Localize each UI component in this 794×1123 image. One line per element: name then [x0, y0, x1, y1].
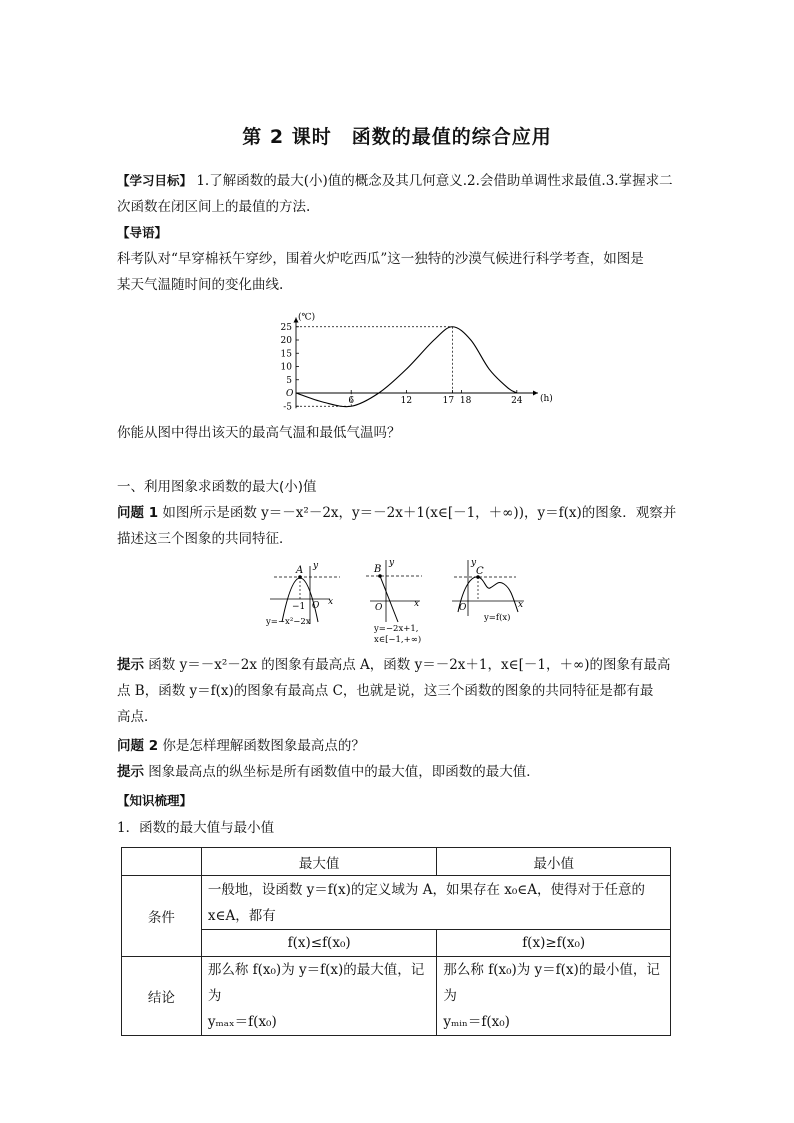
page-title: 第 2 课时 函数的最值的综合应用	[242, 126, 552, 148]
section-heading: 一、利用图象求函数的最大(小)值	[117, 479, 317, 495]
y-tick-label: 5	[286, 375, 292, 386]
row-label-conclusion: 结论	[122, 957, 202, 1036]
hint-2	[117, 759, 683, 785]
g3-curve	[458, 577, 518, 612]
g2-origin: O	[375, 603, 383, 613]
g2-x-label: x	[414, 599, 420, 609]
g3-y-label: y	[471, 558, 477, 568]
x-tick-label: 6	[348, 396, 355, 406]
intro-line1: 科考队对“早穿棉袄午穿纱，围着火炉吃西瓜”这一独特的沙漠气候进行科学考查，如图是	[117, 251, 644, 267]
graph-general	[452, 558, 524, 623]
cond-min: f(x)≥f(x₀)	[437, 930, 671, 957]
goal-label: 【学习目标】	[117, 173, 193, 188]
table-row	[122, 876, 671, 930]
g3-caption: y=f(x)	[484, 613, 511, 623]
g1-point-label: A	[296, 565, 304, 576]
question-1	[117, 500, 683, 552]
item-1: 1．函数的最大值与最小值	[117, 820, 275, 836]
header-min: 最小值	[437, 848, 671, 876]
concl-min-line2: yₘᵢₙ＝f(x₀)	[443, 1014, 510, 1030]
g3-x-label: x	[518, 600, 524, 610]
g3-point-label: C	[476, 566, 484, 577]
header-max: 最大值	[201, 848, 437, 876]
y-tick-label: 10	[280, 362, 292, 373]
g1-x-label: x	[328, 597, 334, 607]
y-tick-label: -5	[283, 402, 292, 413]
hint1-label: 提示	[117, 657, 144, 673]
knowledge-label: 【知识梳理】	[117, 793, 193, 808]
x-tick-label: 12	[400, 396, 413, 406]
table-corner	[122, 848, 202, 876]
graph-line	[366, 558, 422, 645]
graph-parabola	[265, 561, 340, 627]
q1-line1: 如图所示是函数 y＝－x²－2x，y＝－2x＋1(x∈[－1，＋∞))，y＝f(x)的图象．观察并	[162, 505, 677, 521]
g2-point-label: B	[374, 564, 382, 575]
g2-caption-2: x∈[−1,+∞)	[374, 635, 422, 645]
temperature-curve	[296, 327, 517, 407]
hint1-line1: 函数 y＝－x²－2x 的图象有最高点 A，函数 y＝－2x＋1，x∈[－1，＋∞)的图象有最高	[148, 657, 671, 673]
intro-label: 【导语】	[117, 225, 168, 240]
q2-text: 你是怎样理解函数图象最高点的？	[162, 738, 365, 754]
q1-label: 问题 1	[117, 505, 159, 521]
hint1-line2: 点 B，函数 y＝f(x)的图象有最高点 C，也就是说，这三个函数的图象的共同特征是都有最	[117, 683, 654, 699]
y-tick-label: 15	[280, 349, 292, 360]
max-min-table	[121, 847, 671, 1036]
cond-line1: 一般地，设函数 y＝f(x)的定义域为 A，如果存在 x₀∈A，使得对于任意的	[207, 881, 646, 898]
y-tick-label: 25	[280, 322, 292, 333]
chart-plot	[281, 311, 553, 412]
row-label-condition: 条件	[122, 876, 202, 957]
q2-label: 问题 2	[117, 738, 159, 754]
goal-line2: 次函数在闭区间上的最值的方法.	[117, 199, 311, 215]
g3-origin: O	[459, 603, 467, 613]
x-axis-arrow	[533, 391, 538, 396]
concl-min-line1: 那么称 f(x₀)为 y＝f(x)的最小值，记为	[443, 962, 660, 1004]
cond-max: f(x)≤f(x₀)	[201, 930, 437, 957]
intro-line2: 某天气温随时间的变化曲线.	[117, 277, 284, 293]
temperature-chart	[262, 306, 553, 413]
conclusion-max	[201, 957, 437, 1036]
g2-y-label: y	[389, 558, 395, 568]
question-2	[117, 733, 683, 759]
hint-1	[117, 652, 683, 730]
g2-caption-1: y=−2x+1,	[374, 624, 419, 634]
g1-caption: y=−x²−2x	[266, 617, 311, 627]
x-tick-label: 18	[459, 396, 472, 406]
table-row	[122, 957, 671, 1036]
goal-line1: 1.了解函数的最大(小)值的概念及其几何意义.2.会借助单调性求最值.3.掌握求二	[196, 173, 673, 189]
y-tick-label: 20	[280, 336, 292, 346]
condition-text	[201, 876, 670, 930]
g1-y-label: y	[313, 561, 319, 571]
cond-line2: x∈A，都有	[207, 907, 276, 924]
intro-question: 你能从图中得出该天的最高气温和最低气温吗？	[117, 425, 401, 441]
hint2-text: 图象最高点的纵坐标是所有函数值中的最大值，即函数的最大值．	[148, 764, 540, 780]
function-graphs	[262, 554, 532, 646]
g1-curve	[282, 578, 318, 622]
intro-block	[117, 220, 683, 298]
g1-tick: −1	[292, 602, 306, 612]
table-header-row	[122, 848, 671, 876]
q1-line2: 描述这三个图象的共同特征．	[117, 531, 293, 547]
x-tick-label: 17	[442, 396, 455, 406]
origin-label: O	[286, 389, 294, 399]
x-tick-label: 24	[511, 396, 523, 406]
concl-max-line2: yₘₐₓ＝f(x₀)	[207, 1014, 277, 1030]
conclusion-min	[437, 957, 671, 1036]
g1-origin: O	[312, 601, 320, 611]
concl-max-line1: 那么称 f(x₀)为 y＝f(x)的最大值，记为	[207, 962, 425, 1004]
hint2-label: 提示	[117, 764, 144, 780]
x-axis-label: (h)	[540, 394, 553, 404]
learning-goals	[117, 168, 683, 220]
y-axis-label: (℃)	[298, 312, 316, 323]
g2-line	[380, 576, 398, 622]
hint1-line3: 高点．	[117, 709, 158, 725]
table-row	[122, 930, 671, 957]
